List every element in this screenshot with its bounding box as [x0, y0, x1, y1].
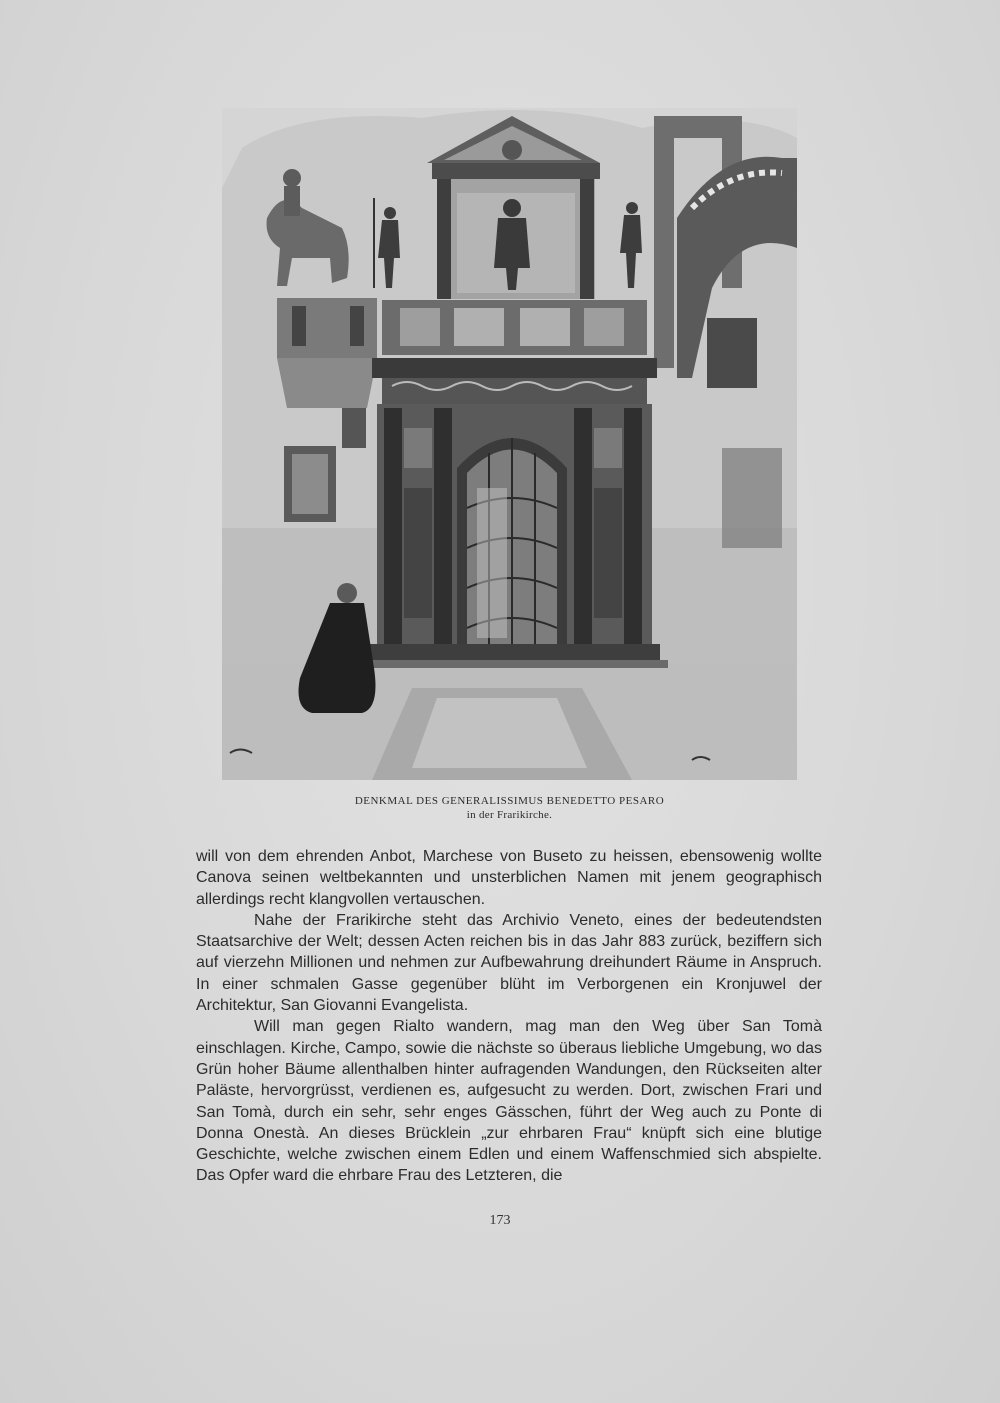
paragraph: Will man gegen Rialto wandern, mag man den Weg über San Tomà einschlagen. Kirche, Campo, sowie die nächste so überaus liebliche Umgebung, wo das Grün hoher Bäume allenthalben hinter aufragenden Wandungen, den Rückseiten alter Paläste, hervorgrüsst, verdienen es, aufgesucht zu werden. Dort, zwischen Frari und San Tomà, durch ein sehr, sehr enges Gässchen, führt der Weg auch zu Ponte di Donna Onestà. An dieses Brücklein „zur ehrbaren Frau“ knüpft sich eine blutige Geschichte, welche zwischen einem Edlen und einem Waffenschmied sich abspielte. Das Opfer ward die ehrbare Frau des Letzteren, die	[196, 1018, 822, 1185]
paragraph: Nahe der Frarikirche steht das Archivio Veneto, eines der bedeutendsten Staatsarchive der Welt; dessen Acten reichen bis in das Jahr 883 zurück, beziffern sich auf vierzehn Millionen und nehmen zur Aufbewahrung dreihundert Räume in Anspruch. In einer schmalen Gasse gegenüber blüht im Verborgenen ein Kronjuwel der Architektur, San Giovanni Evangelista.	[196, 911, 822, 1015]
body-text	[196, 846, 822, 1187]
paragraph: will von dem ehrenden Anbot, Marchese von Buseto zu heissen, ebensowenig wollte Canova seinen weltbekannten und unsterblichen Namen mit jenem geographisch allerdings recht klangvollen vertauschen.	[196, 848, 822, 908]
pesaro-monument-drawing	[222, 108, 797, 780]
figure-caption: DENKMAL DES GENERALISSIMUS BENEDETTO PESARO	[354, 795, 665, 807]
monument-illustration	[222, 108, 797, 780]
figure-subcaption: in der Frarikirche.	[466, 809, 553, 821]
page-number: 173	[489, 1213, 511, 1228]
